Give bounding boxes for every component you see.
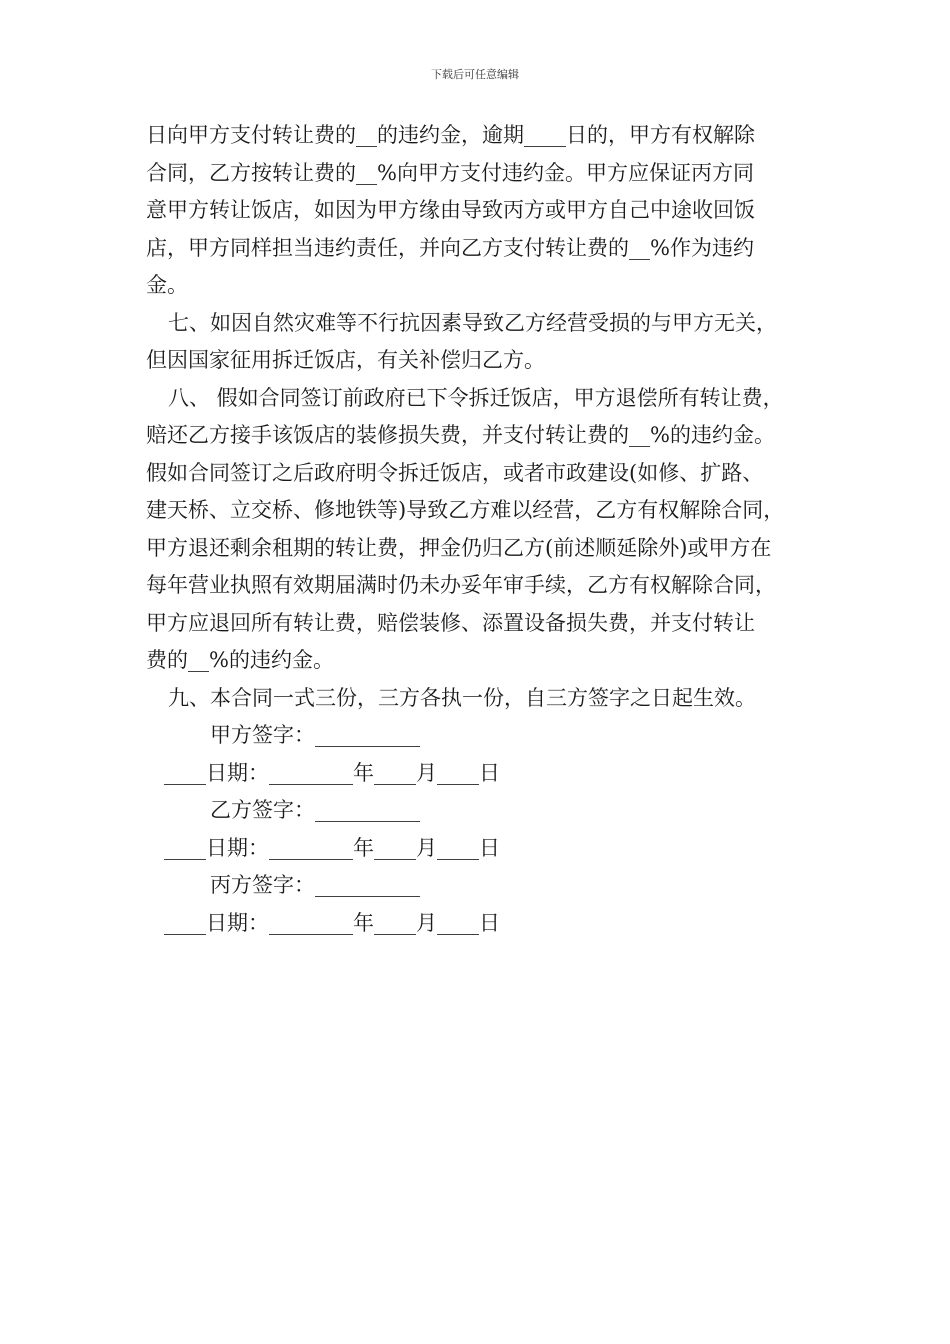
paragraph-7-line: 七、如因自然灾难等不行抗因素导致乙方经营受损的与甲方无关， — [168, 310, 777, 335]
paragraph-6-line: 店，甲方同样担当违约责任，并向乙方支付转让费的__%作为违约 — [146, 235, 754, 260]
party-a-date-line: ____日期：________年____月____日 — [164, 760, 500, 785]
paragraph-8-line: 假如合同签订之后政府明令拆迁饭店，或者市政建设(如修、扩路、 — [146, 460, 764, 485]
paragraph-7-line: 但因国家征用拆迁饭店，有关补偿归乙方。 — [146, 348, 545, 372]
paragraph-6-line: 日向甲方支付转让费的__的违约金，逾期____日的，甲方有权解除 — [146, 123, 755, 147]
page-header: 下载后可任意编辑 — [431, 68, 519, 81]
paragraph-8-line: 费的__%的违约金。 — [146, 648, 334, 672]
paragraph-8-line: 建天桥、立交桥、修地铁等)导致乙方难以经营，乙方有权解除合同， — [146, 498, 785, 522]
party-c-date-line: ____日期：________年____月____日 — [164, 910, 500, 935]
paragraph-6-line: 意甲方转让饭店，如因为甲方缘由导致丙方或甲方自己中途收回饭 — [146, 198, 755, 222]
paragraph-8-line: 每年营业执照有效期届满时仍未办妥年审手续，乙方有权解除合同， — [146, 573, 776, 597]
paragraph-6-line: 合同，乙方按转让费的__%向甲方支付违约金。甲方应保证丙方同 — [146, 160, 754, 185]
party-a-signature-label: 甲方签字：__________ — [210, 723, 420, 747]
party-b-date-line: ____日期：________年____月____日 — [164, 835, 500, 860]
paragraph-6-line: 金。 — [146, 273, 188, 297]
party-c-signature-label: 丙方签字：__________ — [210, 873, 420, 897]
party-b-signature-label: 乙方签字：__________ — [210, 798, 420, 822]
document-body — [146, 117, 826, 942]
paragraph-8-line: 甲方应退回所有转让费，赔偿装修、添置设备损失费，并支付转让 — [146, 610, 755, 635]
paragraph-8-line: 赔还乙方接手该饭店的装修损失费，并支付转让费的__%的违约金。 — [146, 423, 775, 447]
paragraph-8-line: 八、 假如合同签订前政府已下令拆迁饭店，甲方退偿所有转让费， — [168, 385, 784, 410]
paragraph-8-line: 甲方退还剩余租期的转让费，押金仍归乙方(前述顺延除外)或甲方在 — [146, 535, 772, 560]
paragraph-9: 九、本合同一式三份，三方各执一份，自三方签字之日起生效。 — [168, 685, 756, 710]
